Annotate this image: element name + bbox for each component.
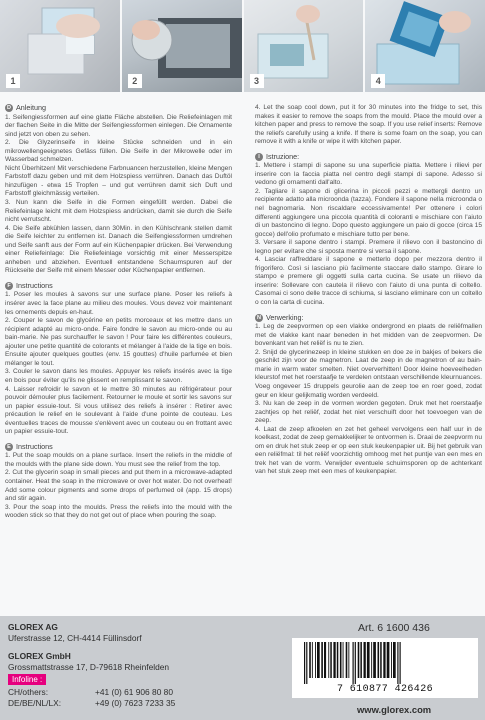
barcode-bar bbox=[317, 642, 320, 678]
barcode bbox=[292, 638, 478, 698]
section-de-step-3: 3. Nun kann die Seife in die Formen eingefüllt werden. Dabei die Reliefeinlage leicht mit dem Holzspiess andrücken, damit sie durch die Seife nicht verrutscht. bbox=[5, 199, 232, 224]
barcode-number: 7 610877 426426 bbox=[336, 684, 433, 695]
section-nl-step-1: 1. Leg de zeepvormen op een vlakke ondergrond en plaats de reliëfmallen met de vlakke kant naar beneden in het midden van de zeepvormen. De bovenkant van het reliëf is nu te zien. bbox=[255, 323, 482, 348]
section-en-heading bbox=[5, 443, 232, 452]
step-photo-3 bbox=[244, 0, 364, 92]
barcode-bar bbox=[304, 642, 305, 684]
barcode-bar bbox=[373, 642, 376, 678]
infoline-label: Infoline : bbox=[8, 674, 46, 685]
website-link[interactable]: www.glorex.com bbox=[357, 704, 432, 715]
company-name-de: GLOREX GmbH bbox=[8, 651, 71, 661]
company-name-ch: GLOREX AG bbox=[8, 622, 58, 632]
section-nl-heading bbox=[255, 314, 482, 323]
section-de bbox=[5, 104, 232, 276]
barcode-bar bbox=[328, 642, 329, 678]
language-badge-nl: N bbox=[255, 314, 263, 322]
language-badge-de: D bbox=[5, 104, 13, 112]
step-photo-2 bbox=[122, 0, 242, 92]
step-number-2: 2 bbox=[128, 74, 142, 88]
instructions-column-right bbox=[255, 104, 482, 483]
section-fr-step-4: 4. Laisser refroidir le savon et le mettre 30 minutes au réfrigérateur pour pouvoir démouler plus facilement. Retourner le moule et sortir les savons sur un papier essuie-tout. Si vous utilisez des reliefs à insérer : Retirer avec précaution le relief en le soulevant à l'aide d'une pointe de couteau. Les éventuelles traces de mousse s'enlèvent avec un couteau ou en frottant avec un papier essuie-tout. bbox=[5, 385, 232, 436]
section-en-step-2: 2. Cut the glycerin soap in small pieces and put them in a microwave-adapted container. Heat the soap in the microwave or over hot water. Do not overheat! Add some colour pigments and some drops of perfumed oil (app. 15 drops) and stir again. bbox=[5, 469, 232, 503]
section-fr-step-1: 1. Poser les moules à savons sur une surface plane. Poser les reliefs à insérer avec la face plane au milieu des moules. Vous devez voir maintenant les ornements depuis en-haut. bbox=[5, 291, 232, 316]
barcode-bar bbox=[353, 642, 354, 684]
barcode-bar bbox=[387, 642, 390, 678]
barcode-bar bbox=[393, 642, 396, 678]
section-en-continued bbox=[255, 104, 482, 147]
barcode-bar bbox=[348, 642, 349, 678]
barcode-bar bbox=[309, 642, 311, 678]
section-it-step-2: 2. Tagliare il sapone di glicerina in piccoli pezzi e mettergli dentro un recipiente adatto alla microonda (tazza). Fondere il sapone nella microonda o nel bagnomaria. Non riscaldare eccessivamente! Per ottenere i colori differenti aggiungere una piccola quantità di coloranti e mischiare con l'aiuto di un bastoncino di legno. Dopo questo aggiungere un paio di gocce (circa 15 gocce) dell'olio profumato e mischiare tutto per bene. bbox=[255, 187, 482, 238]
barcode-bar bbox=[355, 642, 356, 684]
step-number-1: 1 bbox=[6, 74, 20, 88]
section-it-step-3: 3. Versare il sapone dentro i stampi. Premere il rilievo con il bastoncino di legno per evitare che si sposta mentre si versa il sapone. bbox=[255, 239, 482, 255]
barcode-bars bbox=[302, 642, 470, 684]
barcode-bar bbox=[315, 642, 316, 678]
section-nl-step-4: 4. Laat de zeep afkoelen en zet het geheel vervolgens een half uur in de koelkast, zodat de zeep gemakkelijker te ontvormen is. Draai de zeepvorm nu om en druk het stuk zeep er op een stuk keukenpapier uit. Bij het gebruik van een reliëfmal: til het reliëf voorzichtig omhoog met het puntje van een mes en trek het van de vorm. Verwijder eventuele schuimsporen op de achterkant van het stuk zeep met een mes of keukenpapier. bbox=[255, 425, 482, 476]
barcode-bar bbox=[383, 642, 385, 678]
footer bbox=[0, 616, 485, 720]
phone-number-de: +49 (0) 7623 7233 35 bbox=[95, 698, 176, 708]
section-de-heading bbox=[5, 104, 232, 113]
phone-label-ch: CH/others: bbox=[8, 687, 49, 697]
section-it bbox=[255, 153, 482, 308]
step-number-4: 4 bbox=[371, 74, 385, 88]
section-de-title: Anleitung bbox=[16, 103, 46, 112]
section-en-step-3: 3. Pour the soap into the moulds. Press the reliefs into the mould with the wooden stick so that they do not get out of place when pouring the soap. bbox=[5, 503, 232, 520]
barcode-bar bbox=[360, 642, 362, 678]
phone-number-ch: +41 (0) 61 906 80 80 bbox=[95, 687, 173, 697]
barcode-bar bbox=[312, 642, 313, 678]
section-fr-heading bbox=[5, 282, 232, 291]
photo-strip bbox=[0, 0, 485, 92]
step-number-3: 3 bbox=[250, 74, 264, 88]
barcode-bar bbox=[397, 642, 398, 684]
language-badge-fr: F bbox=[5, 282, 13, 290]
section-de-step-2: 2. Die Glyzerinseife in kleine Stücke schneiden und in ein mikrowellengeeignetes Gefäss füllen. Die Seife in der Mikrowelle oder im Wasserbad schmelzen. bbox=[5, 139, 232, 164]
section-it-step-4: 4. Lasciar raffreddare il sapone e metterlo dopo per mezzora dentro il frigorifero. Così si lasciano più facilmente staccare dallo stampo. Girare lo stampo e premere gli oggetti sulla carta cucina. Se usate un rilievo da inserire: Sollevare con cautela il rilievo con l'aiuto di una punta di coltello. Casomai ci sono delle tracce di schiuma, si lasciano eliminare con un coltello o con la carta di cucina. bbox=[255, 256, 482, 307]
section-it-title: Istruzione: bbox=[266, 151, 300, 161]
section-en bbox=[5, 443, 232, 521]
section-fr-title: Instructions bbox=[16, 280, 53, 290]
barcode-bar bbox=[321, 642, 323, 678]
section-en-title: Instructions bbox=[16, 441, 53, 451]
language-badge-it: I bbox=[255, 153, 263, 161]
section-fr bbox=[5, 282, 232, 437]
barcode-bar bbox=[346, 642, 348, 678]
barcode-bar bbox=[378, 642, 380, 678]
barcode-bar bbox=[391, 642, 392, 678]
article-number: Art. 6 1600 436 bbox=[358, 622, 430, 634]
section-en-step-1: 1. Put the soap moulds on a plane surface. Insert the reliefs in the middle of the moulds with the plane side down. You must see the relief from the top. bbox=[5, 452, 232, 468]
barcode-bar bbox=[371, 642, 372, 678]
barcode-bar bbox=[340, 642, 342, 678]
section-en-step-4: 4. Let the soap cool down, put it for 30 minutes into the fridge to set, this makes it easier to remove the soaps from the mould. Place the mould over a kitchen paper and press to remove the soap. If you use relief inserts: Remove the reliefs carefully using a knife. If there is some foam on the soap, you can remove it with a knife or wipe it with kitchen paper. bbox=[255, 104, 482, 146]
barcode-bar bbox=[358, 642, 360, 678]
phone-label-de: DE/BE/NL/LX: bbox=[8, 698, 62, 708]
section-nl-title: Verwerking: bbox=[266, 312, 304, 322]
barcode-bar bbox=[337, 642, 339, 678]
section-it-step-1: 1. Mettere i stampi di sapone su una superficie piatta. Mettere i rilievi per inserire con la faccia piatta nel centro degli stampi di sapone. Adesso si vedono gli ornamenti dall'alto. bbox=[255, 162, 482, 187]
barcode-bar bbox=[400, 642, 401, 684]
section-fr-step-3: 3. Couler le savon dans les moules. Appuyer les reliefs insérés avec la tige en bois pour éviter qu'ils ne glissent en remplissant le savon. bbox=[5, 368, 232, 384]
barcode-bar bbox=[324, 642, 326, 678]
barcode-bar bbox=[380, 642, 382, 678]
section-de-step-2b: Nicht Überhitzen! Mit verschiedene Farbnuancen herzustellen, kleine Mengen Farbstoff dazu geben und mit dem Holzspiess verrühren. Danach das Duftöl hinzufügen - etwa 15 Tropfen – und gut verrühren damit sich Duft und Farbstoff gleichmässig verteilen. bbox=[5, 164, 232, 198]
section-de-step-4: 4. Die Seife abkühlen lassen, dann 30Min. in den Kühlschrank stellen damit die Seife leichter zu entfernen ist. Danach die Seifengiessformen umdrehen und Seife sanft aus der Form auf ein Küchenpapier drücken. Bei Verwendung einer Reliefeinlage: Die Reliefeinlage vorsichtig mit einer Messerspitze anheben und abziehen. Eventuell entstandene Schaumspuren auf der Rückseite der Seife mit einem Messer oder Küchenpapier entfernen. bbox=[5, 224, 232, 275]
section-fr-step-2: 2. Couper le savon de glycérine en petits morceaux et les mettre dans un récipient adapté au micro-onde. Faire fondre le savon au micro-onde ou au bain-marie. Ne pas surchauffer le savon ! Pour faire les différentes couleurs, ajouter une petite quantité de colorants et mélanger à l'aide de la tige en bois. Ensuite ajouter quelques gouttes (env. 15 gouttes) d'huile parfumée et bien mélanger le tout. bbox=[5, 317, 232, 367]
step-photo-1 bbox=[0, 0, 120, 92]
barcode-bar bbox=[364, 642, 366, 678]
barcode-bar bbox=[367, 642, 370, 678]
barcode-bar bbox=[343, 642, 344, 678]
section-nl bbox=[255, 314, 482, 477]
barcode-bar bbox=[306, 642, 307, 684]
section-it-heading bbox=[255, 153, 482, 162]
instructions-column-left bbox=[5, 104, 232, 527]
company-address-de: Grossmattstrasse 17, D-79618 Rheinfelden bbox=[8, 662, 170, 672]
section-nl-step-3: 3. Nu kan de zeep in de vormen worden gegoten. Druk met het roerstaafje zachtjes op het reliëf, zodat het niet verschuift door het toevoegen van de zeep. bbox=[255, 400, 482, 425]
company-address-ch: Uferstrasse 12, CH-4414 Füllinsdorf bbox=[8, 633, 142, 643]
language-badge-en: E bbox=[5, 443, 13, 451]
step-photo-4 bbox=[365, 0, 485, 92]
barcode-bar bbox=[330, 642, 332, 678]
section-de-step-1: 1. Seifengiessformen auf eine glatte Fläche abstellen. Die Reliefeinlagen mit der flachen Seite in die Mitte der Seifengiessformen einlegen. Die Ornamente sind jetzt von oben zu sehen. bbox=[5, 113, 232, 138]
barcode-bar bbox=[333, 642, 335, 678]
section-nl-step-2: 2. Snijd de glycerinezeep in kleine stukken en doe ze in bakjes of bekers die geschikt zijn voor de magnetron. Laat de zeep in de magnetron of au bain-marie in warm water smelten. Niet oververhitten! Door kleine hoeveelheden kleurstof met het roerstaafje te verdelen ontstaan verschillende kleurnuances. Voeg ongeveer 15 druppels geurolie aan de zeep toe en roer goed, zodat geur en kleur gelijkmatig worden verdeeld. bbox=[255, 348, 482, 399]
